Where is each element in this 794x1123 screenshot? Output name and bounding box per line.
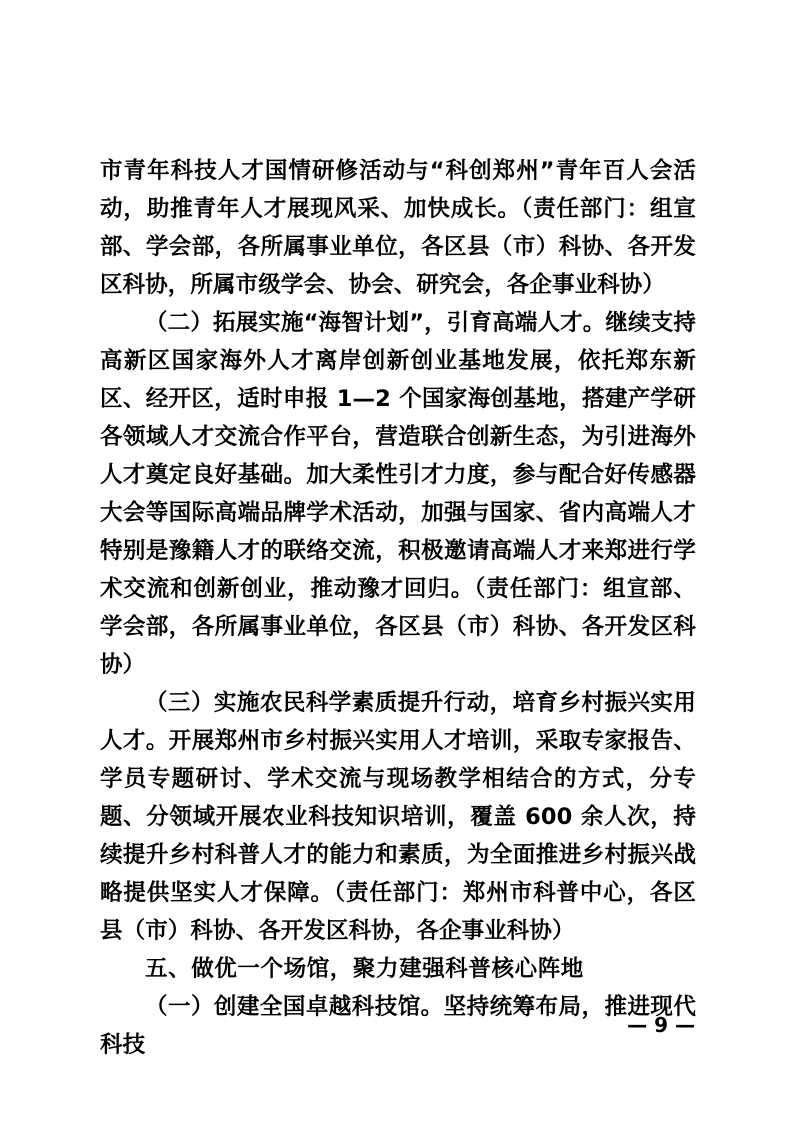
paragraph-section-three-farmer-science-literacy: （三）实施农民科学素质提升行动，培育乡村振兴实用人才。开展郑州市乡村振兴实用人才培训，采取专家报告、学员专题研讨、学术交流与现场教学相结合的方式，分专题、分领域开展农业科技知识培训，覆盖 600 余人次，持续提升乡村科普人才的能力和素质，为全面推进乡村振兴战略提供坚实人才保障。（责任部门：郑州市科普中心，各区县（市）科协、各开发区科协，各企事业科协） xyxy=(100,690,696,944)
document-body xyxy=(100,152,696,1064)
paragraph-continuation-youth-talent: 市青年科技人才国情研修活动与“科创郑州”青年百人会活动，助推青年人才展现风采、加快成长。（责任部门：组宣部、学会部，各所属事业单位，各区县（市）科协、各开发区科协，所属市级学会、协会、研究会，各企事业科协） xyxy=(100,158,696,298)
page-number: — 9 — xyxy=(627,1013,695,1037)
section-heading-five: 五、做优一个场馆，聚力建强科普核心阵地 xyxy=(145,956,584,982)
paragraph-section-one-national-museum: （一）创建全国卓越科技馆。坚持统筹布局，推进现代科技 xyxy=(100,994,696,1058)
paragraph-section-two-haizhi-plan: （二）拓展实施“海智计划”，引育高端人才。继续支持高新区国家海外人才离岸创新创业基地发展，依托郑东新区、经开区，适时申报 1—2 个国家海创基地，搭建产学研各领域人才交流合作平台，营造联合创新生态，为引进海外人才奠定良好基础。加大柔性引才力度，参与配合好传感器大会等国际高端品牌学术活动，加强与国家、省内高端人才特别是豫籍人才的联络交流，积极邀请高端人才来郑进行学术交流和创新创业，推动豫才回归。（责任部门：组宣部、学会部，各所属事业单位，各区县（市）科协、各开发区科协） xyxy=(100,310,696,678)
page-footer xyxy=(0,1013,794,1037)
